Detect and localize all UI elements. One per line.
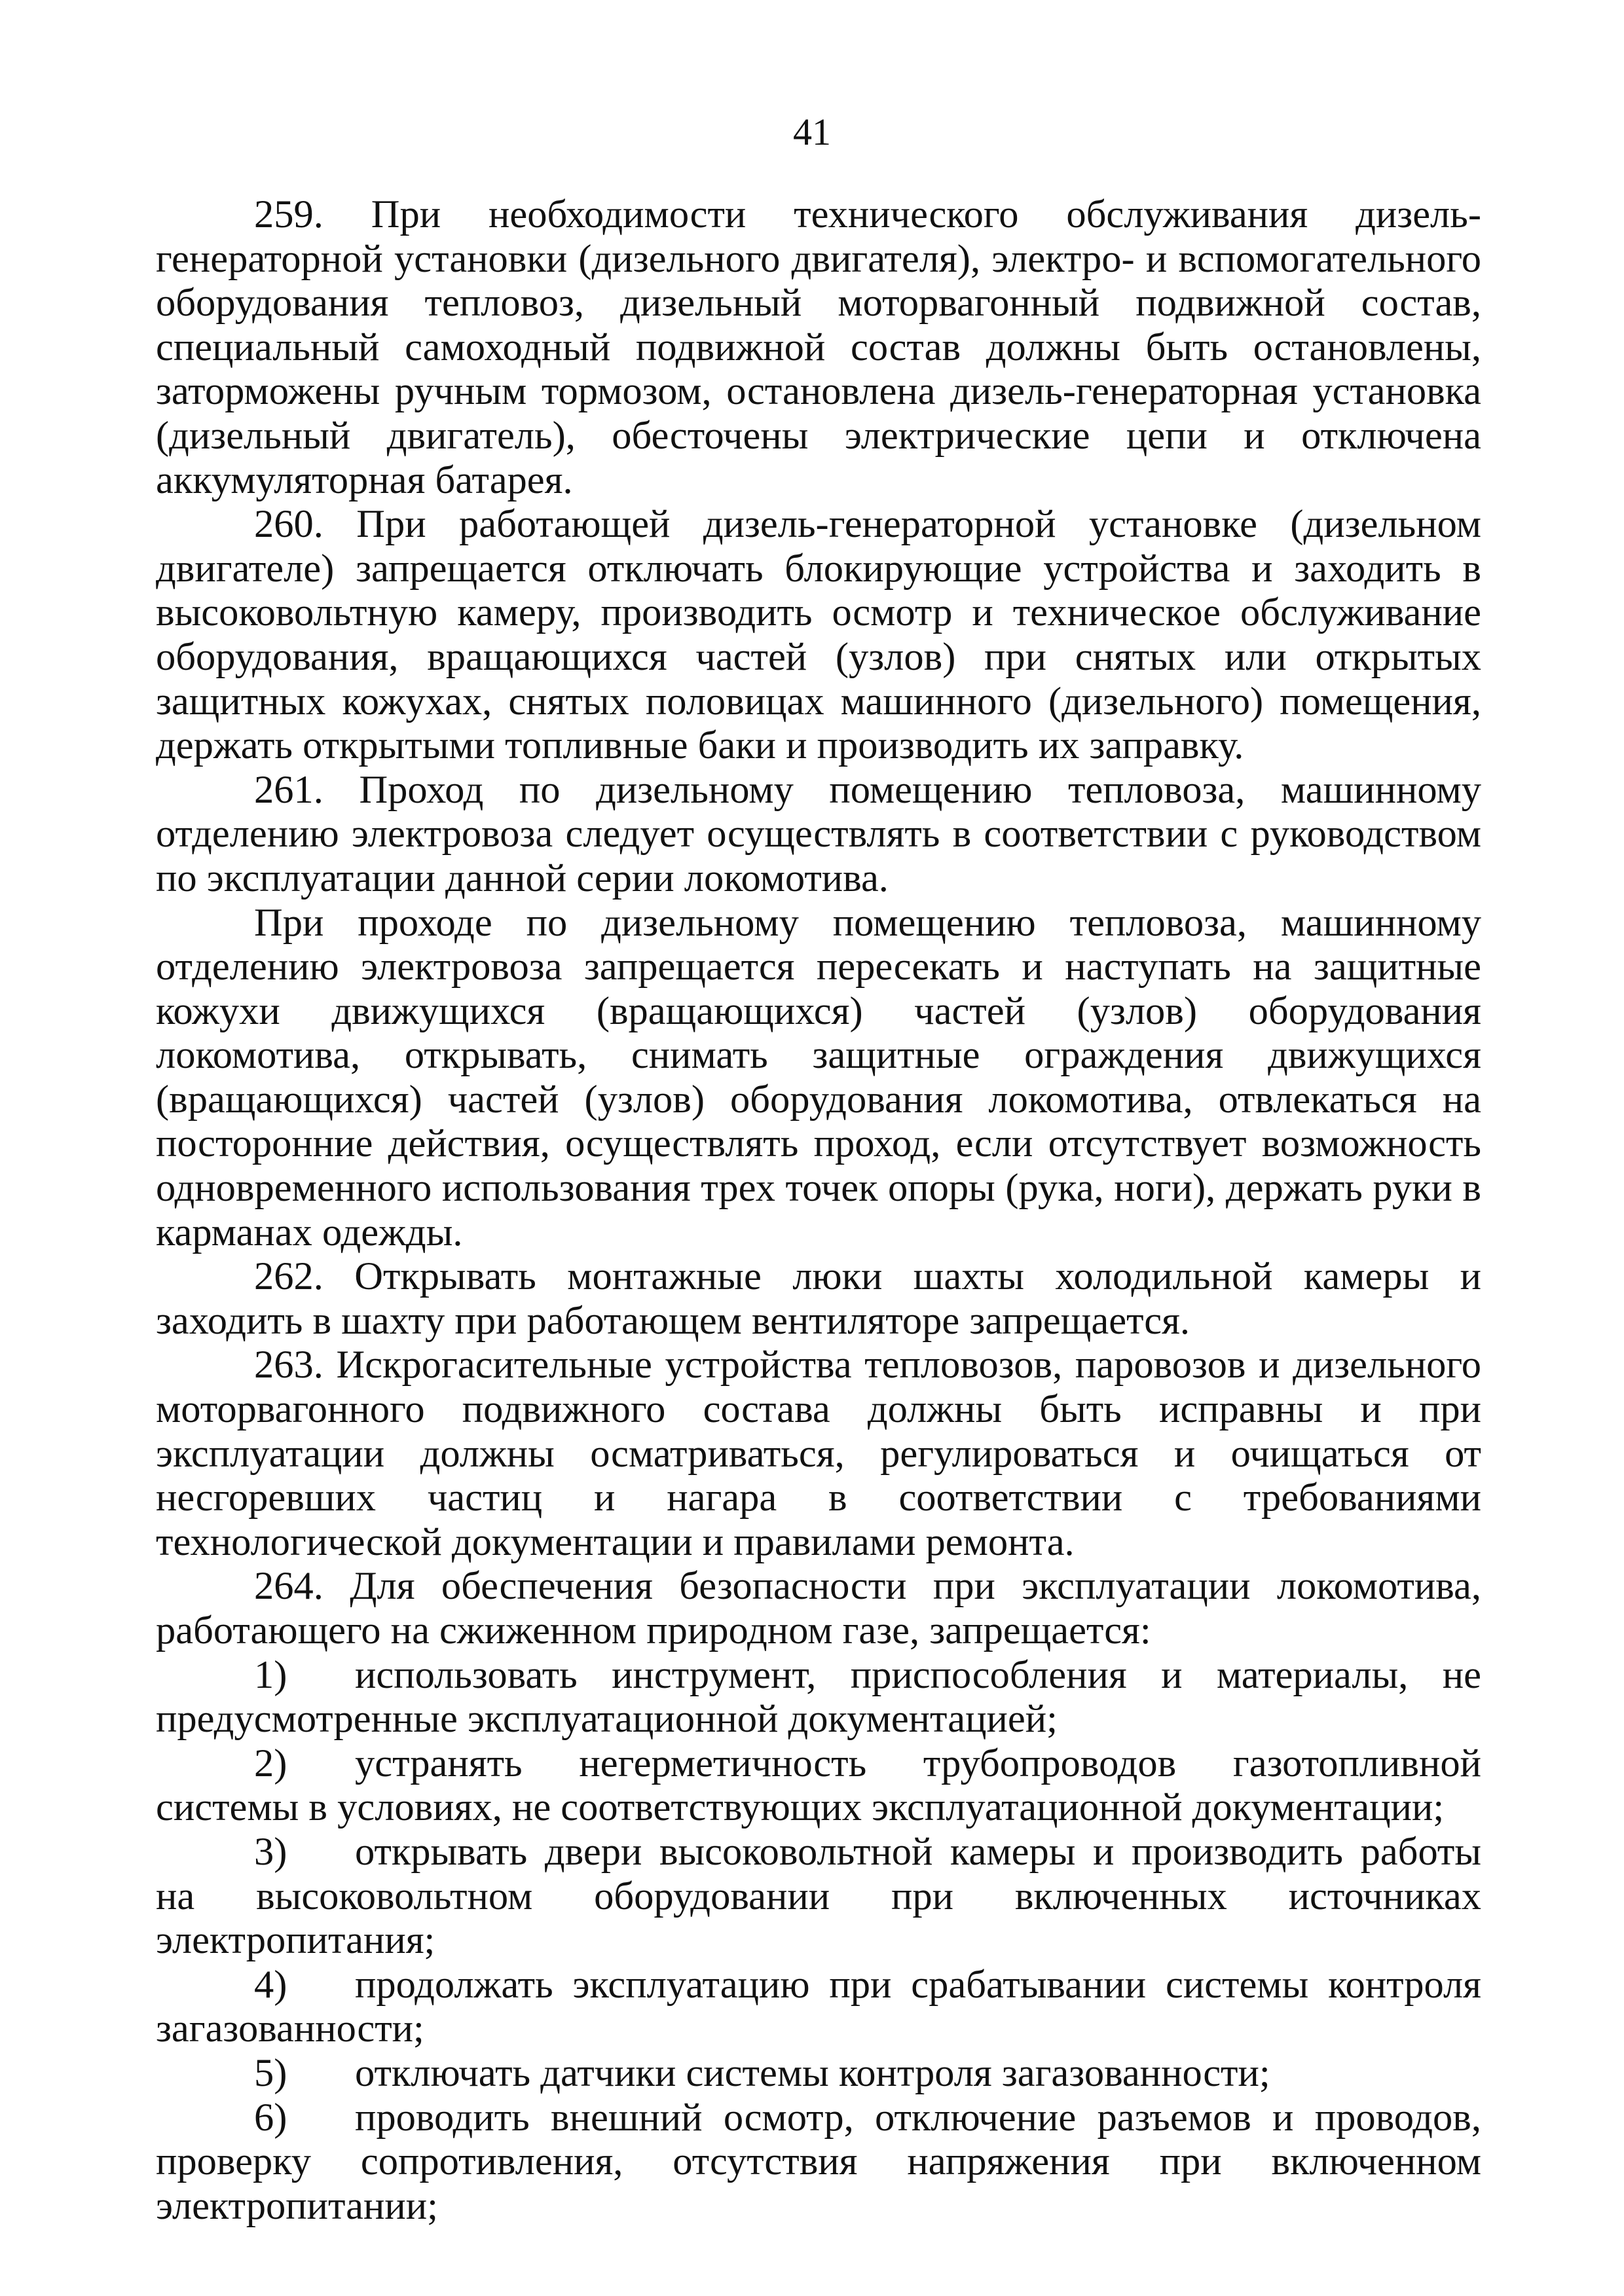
list-item-5 [156, 2051, 1481, 2096]
list-item-4 [156, 1963, 1481, 2051]
list-item-text: открывать двери высоковольтной камеры и производить работы на высоковольтном оборудовании при включенных источниках электропитания; [156, 1829, 1481, 1963]
list-item-text: устранять негерметичность трубопроводов газотопливной системы в условиях, не соответствующих эксплуатационной документации; [156, 1741, 1481, 1830]
paragraph-261-continuation: При проходе по дизельному помещению тепловоза, машинному отделению электровоза запрещается пересекать и наступать на защитные кожухи движущихся (вращающихся) частей (узлов) оборудования локомотива, открывать, снимать защитные ограждения движущихся (вращающихся) частей (узлов) оборудования локомотива, отвлекаться на посторонние действия, осуществлять проход, если отсутствует возможность одновременного использования трех точек опоры (рука, ноги), держать руки в карманах одежды. [156, 900, 1481, 1254]
paragraph-261: 261. Проход по дизельному помещению тепловоза, машинному отделению электровоза следует осуществлять в соответствии с руководством по эксплуатации данной серии локомотива. [156, 767, 1481, 900]
list-item-6 [156, 2096, 1481, 2229]
list-item-1 [156, 1653, 1481, 1741]
list-item-text: отключать датчики системы контроля загазованности; [355, 2050, 1270, 2095]
list-item-text: использовать инструмент, приспособления и материалы, не предусмотренные эксплуатационной документацией; [156, 1652, 1481, 1741]
list-item-number: 4) [254, 1962, 287, 2007]
list-item-number: 1) [254, 1652, 287, 1697]
paragraph-263: 263. Искрогасительные устройства тепловозов, паровозов и дизельного моторвагонного подвижного состава должны быть исправны и при эксплуатации должны осматриваться, регулироваться и очищаться от несгоревших частиц и нагара в соответствии с требованиями технологической документации и правилами ремонта. [156, 1343, 1481, 1564]
page-number: 41 [793, 111, 831, 153]
list-item-3 [156, 1830, 1481, 1963]
list-item-text: продолжать эксплуатацию при срабатывании системы контроля загазованности; [156, 1962, 1481, 2051]
document-body [156, 192, 1481, 2228]
list-item-number: 2) [254, 1741, 287, 1785]
list-item-2 [156, 1741, 1481, 1830]
paragraph-260: 260. При работающей дизель-генераторной установке (дизельном двигателе) запрещается отключать блокирующие устройства и заходить в высоковольтную камеру, производить осмотр и техническое обслуживание оборудования, вращающихся частей (узлов) при снятых или открытых защитных кожухах, снятых половицах машинного (дизельного) помещения, держать открытыми топливные баки и производить их заправку. [156, 502, 1481, 768]
list-item-number: 3) [254, 1829, 287, 1874]
paragraph-262: 262. Открывать монтажные люки шахты холодильной камеры и заходить в шахту при работающем вентиляторе запрещается. [156, 1254, 1481, 1343]
list-item-number: 5) [254, 2050, 287, 2095]
list-item-text: проводить внешний осмотр, отключение разъемов и проводов, проверку сопротивления, отсутствия напряжения при включенном электропитании; [156, 2095, 1481, 2228]
paragraph-259: 259. При необходимости технического обслуживания дизель-генераторной установки (дизельного двигателя), электро- и вспомогательного оборудования тепловоз, дизельный моторвагонный подвижной состав, специальный самоходный подвижной состав должны быть остановлены, заторможены ручным тормозом, остановлена дизель-генераторная установка (дизельный двигатель), обесточены электрические цепи и отключена аккумуляторная батарея. [156, 192, 1481, 502]
paragraph-264: 264. Для обеспечения безопасности при эксплуатации локомотива, работающего на сжиженном природном газе, запрещается: [156, 1564, 1481, 1652]
list-item-number: 6) [254, 2095, 287, 2140]
